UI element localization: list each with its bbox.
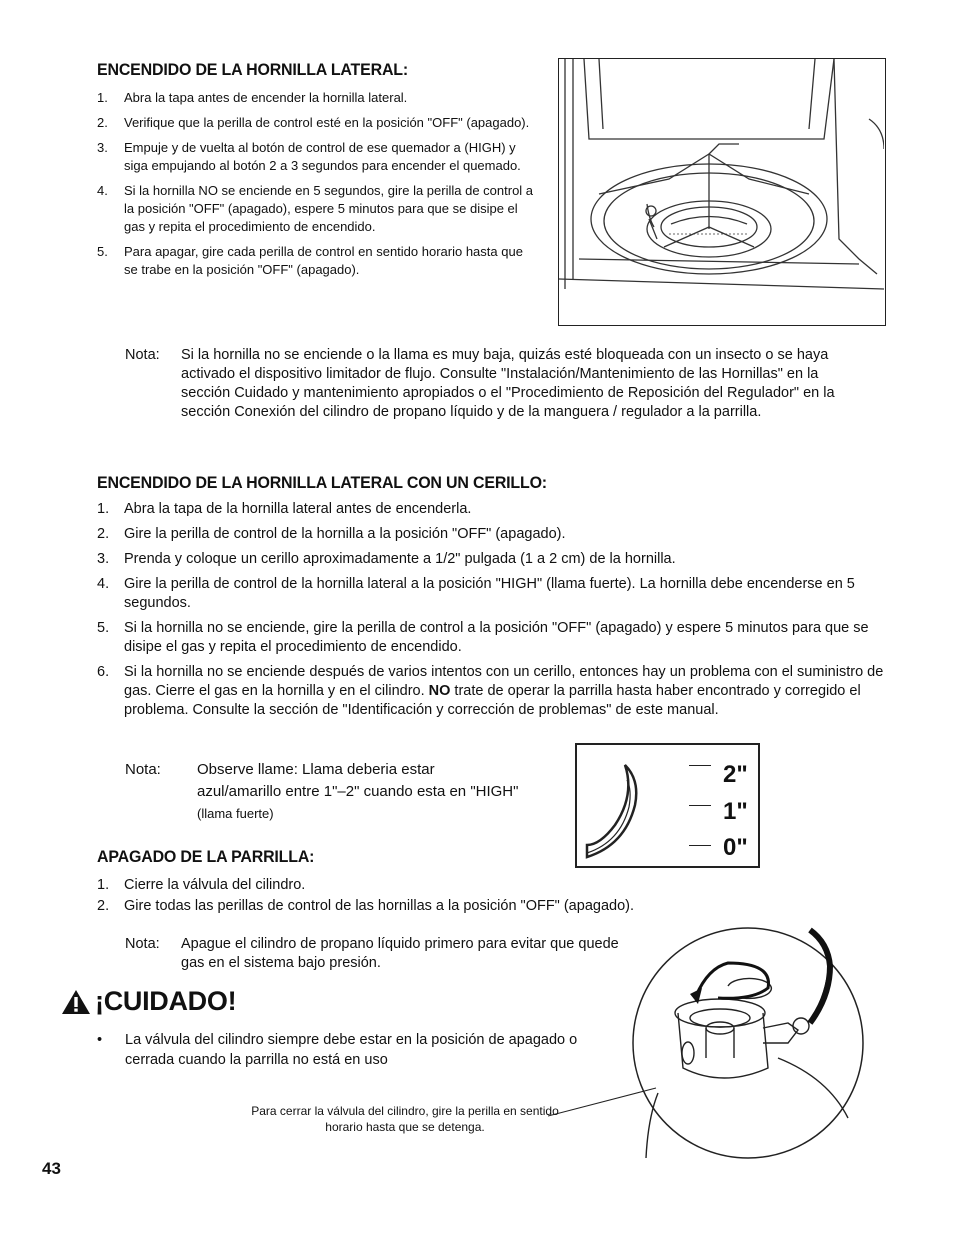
note-text: Apague el cilindro de propano líquido primero para evitar que quede gas en el sistema bajo presión. [181, 936, 619, 971]
side-burner-illustration [558, 58, 886, 326]
scale-label-0: 0" [723, 834, 748, 861]
list-item: 1. Abra la tapa de la hornilla lateral antes de encenderla. [97, 501, 472, 517]
shutdown-steps [97, 876, 887, 922]
flame-icon [585, 745, 655, 865]
list-item: 4. Gire la perilla de control de la hornilla lateral a la posición "HIGH" (llama fuerte). La hornilla debe encenderse en 5 segundos. [97, 576, 855, 611]
section-title-grill-shutdown: APAGADO DE LA PARRILLA: [97, 847, 315, 866]
note-text: Observe llame: Llama deberia estar azul/amarillo entre 1"–2" cuando esta en "HIGH" (llama fuerte) [197, 761, 519, 821]
list-item: 2. Gire la perilla de control de la hornilla a la posición "OFF" (apagado). [97, 526, 566, 542]
list-item: 2. Verifique que la perilla de control esté en la posición "OFF" (apagado). [97, 115, 530, 130]
note-label: Nota: [125, 347, 160, 363]
note-text: Si la hornilla no se enciende o la llama es muy baja, quizás esté bloqueada con un insecto o se haya activado el dispositivo limitador de flujo. Consulte "Instalación/Mantenimiento de las Hornillas" en la sección Cuidado y mantenimiento apropiados o el "Procedimiento de Reposición del Regulador" en la sección Conexión del cilindro de propano líquido y de la manguera / regulador a la parrilla. [181, 347, 835, 420]
note-label: Nota: [125, 936, 160, 952]
scale-tick [689, 805, 711, 806]
valve-caption: Para cerrar la válvula del cilindro, gire la perilla en sentido horario hasta que se detenga. [251, 1104, 559, 1134]
section-title-side-burner-lighting: ENCENDIDO DE LA HORNILLA LATERAL: [97, 60, 409, 79]
list-item: 2. Gire todas las perillas de control de las hornillas a la posición "OFF" (apagado). [97, 898, 634, 914]
side-burner-steps [97, 89, 537, 286]
list-item: 4. Si la hornilla NO se enciende en 5 segundos, gire la perilla de control a la posición "OFF" (apagado), espere 5 minutos para que se disipe el gas y repita el procedimiento de encendido. [97, 183, 534, 234]
page-number: 43 [42, 1159, 61, 1178]
list-item: 5. Para apagar, gire cada perilla de control en sentido horario hasta que se trabe en la posición "OFF" (apagado). [97, 244, 523, 277]
note-label: Nota: [125, 761, 161, 778]
scale-label-2: 2" [723, 761, 748, 788]
list-item: 1. Abra la tapa antes de encender la hornilla lateral. [97, 90, 408, 105]
match-lighting-steps [97, 500, 887, 726]
caution-heading [60, 986, 236, 1017]
scale-label-1: 1" [723, 798, 748, 825]
caution-title: ¡CUIDADO! [95, 986, 237, 1016]
list-item: 3. Empuje y de vuelta al botón de control de ese quemador a (HIGH) y siga empujando al botón 2 a 3 segundos para encender el quemado. [97, 140, 521, 173]
list-item: 6. Si la hornilla no se enciende después de varios intentos con un cerillo, entonces hay un problema con el suministro de gas. Cierre el gas en la hornilla y en el cilindro. NO trate de operar la parrilla hasta haber encontrado y corregido el problema. Consulte la sección de "Identificación y corrección de problemas" de este manual. [97, 664, 884, 718]
list-item: 3. Prenda y coloque un cerillo aproximadamente a 1/2" pulgada (1 a 2 cm) de la hornilla. [97, 551, 676, 567]
section-title-match-lighting: ENCENDIDO DE LA HORNILLA LATERAL CON UN CERILLO: [97, 473, 547, 492]
list-item: 5. Si la hornilla no se enciende, gire la perilla de control a la posición "OFF" (apagado) y espere 5 minutos para que se disipe el gas y repita el procedimiento de encendido. [97, 620, 869, 655]
scale-tick [689, 765, 711, 766]
caution-bullet: • La válvula del cilindro siempre debe estar en la posición de apagado o cerrada cuando la parrilla no está en uso [97, 1032, 578, 1068]
cylinder-valve-illustration [548, 918, 868, 1164]
burner-drawing [559, 59, 884, 324]
warning-triangle-icon [60, 988, 92, 1016]
flame-height-illustration [575, 743, 760, 868]
list-item: 1. Cierre la válvula del cilindro. [97, 877, 306, 893]
caution-text: La válvula del cilindro siempre debe estar en la posición de apagado o cerrada cuando la parrilla no está en uso [125, 1032, 578, 1068]
scale-tick [689, 845, 711, 846]
